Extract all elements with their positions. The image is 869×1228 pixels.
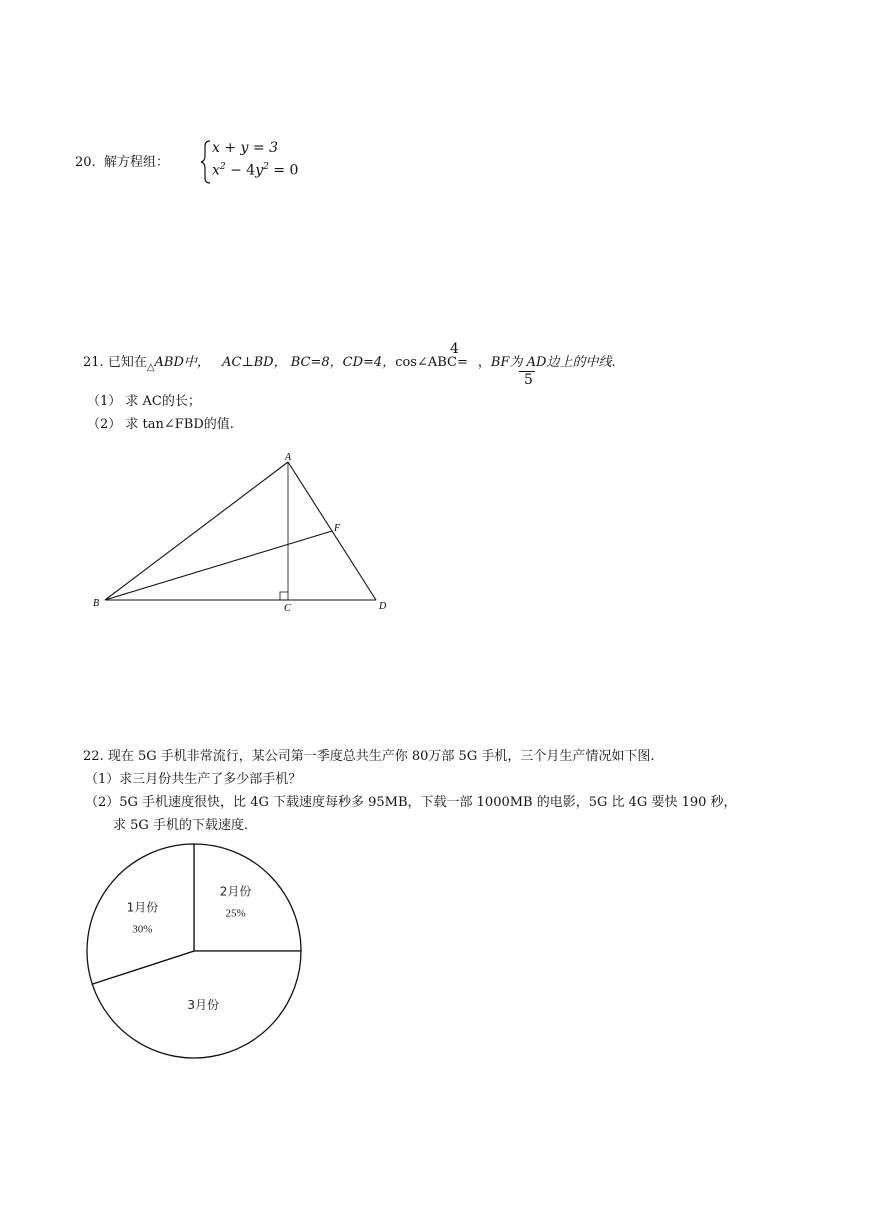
q21-cond1: AC⊥BD， [222,355,287,370]
label-f: F [334,523,341,534]
pie-label-2: 2月份 [219,884,252,899]
q21-stem-b: ABD中， [154,355,210,370]
q21-triangle-symbol: △ [146,362,155,373]
q22-part2-continued: 求 5G 手机的下载速度. [113,818,249,833]
pie-value-label-1: 30% [132,923,153,936]
q22-part2: （2）5G 手机速度很快，比 4G 下载速度每秒多 95MB，下载一部 1000MB 的电影，5G 比 4G 要快 190 秒， [85,795,737,810]
label-c: C [284,603,291,614]
q21-part1: （1） 求 AC的长； [87,394,201,409]
q20-eq2-exp1: 2 [219,162,226,172]
q22-stem-line [83,748,654,766]
pie-label-3: 3月份 [187,998,220,1013]
q22-pie-chart [80,838,312,1068]
q21-cos: cos∠ABC= [395,355,468,370]
label-d: D [379,601,387,612]
q20-prompt: 解方程组： [104,155,170,170]
q20-eq2-exp2: 2 [263,162,269,172]
q22-number: 22. [83,749,104,764]
q21-triangle-figure [90,448,400,618]
q20-eq1: x + y = 3 [212,140,278,156]
label-b: B [93,598,100,609]
q21-number: 21. [83,355,104,370]
pie-value-label-2: 25% [225,907,246,920]
q21-comma: ， [477,355,491,370]
q21-cond2: BC=8， [290,355,343,370]
q21-stem-c: BF为 AD边上的中线. [490,355,616,370]
q22-part1: （1）求三月份共生产了多少部手机？ [85,772,302,787]
pie-label-1: 1月份 [126,900,159,915]
q21-stem-line [83,354,616,373]
q20-eq2 [212,162,298,179]
q21-frac-numerator: 4 [450,341,459,357]
q20-eq2-x: x [212,162,220,179]
q20-eq2-end: = 0 [268,162,299,179]
q20-number: 20. [75,155,96,170]
label-a: A [285,452,292,463]
q21-stem-a: 已知在 [107,355,147,370]
q21-part2: （2） 求 tan∠FBD的值. [87,417,234,432]
q20-eq2-y: y [255,162,264,179]
q22-stem: 现在 5G 手机非常流行，某公司第一季度总共生产你 80万部 5G 手机，三个月生产情况如下图. [107,749,655,764]
q20-eq2-mid: − 4 [225,162,256,179]
right-angle-mark-icon [280,592,288,600]
q21-frac-denominator: 5 [524,372,533,388]
q21-cond3: CD=4， [342,355,396,370]
segment-ab [105,462,288,600]
segment-bf [105,531,332,600]
